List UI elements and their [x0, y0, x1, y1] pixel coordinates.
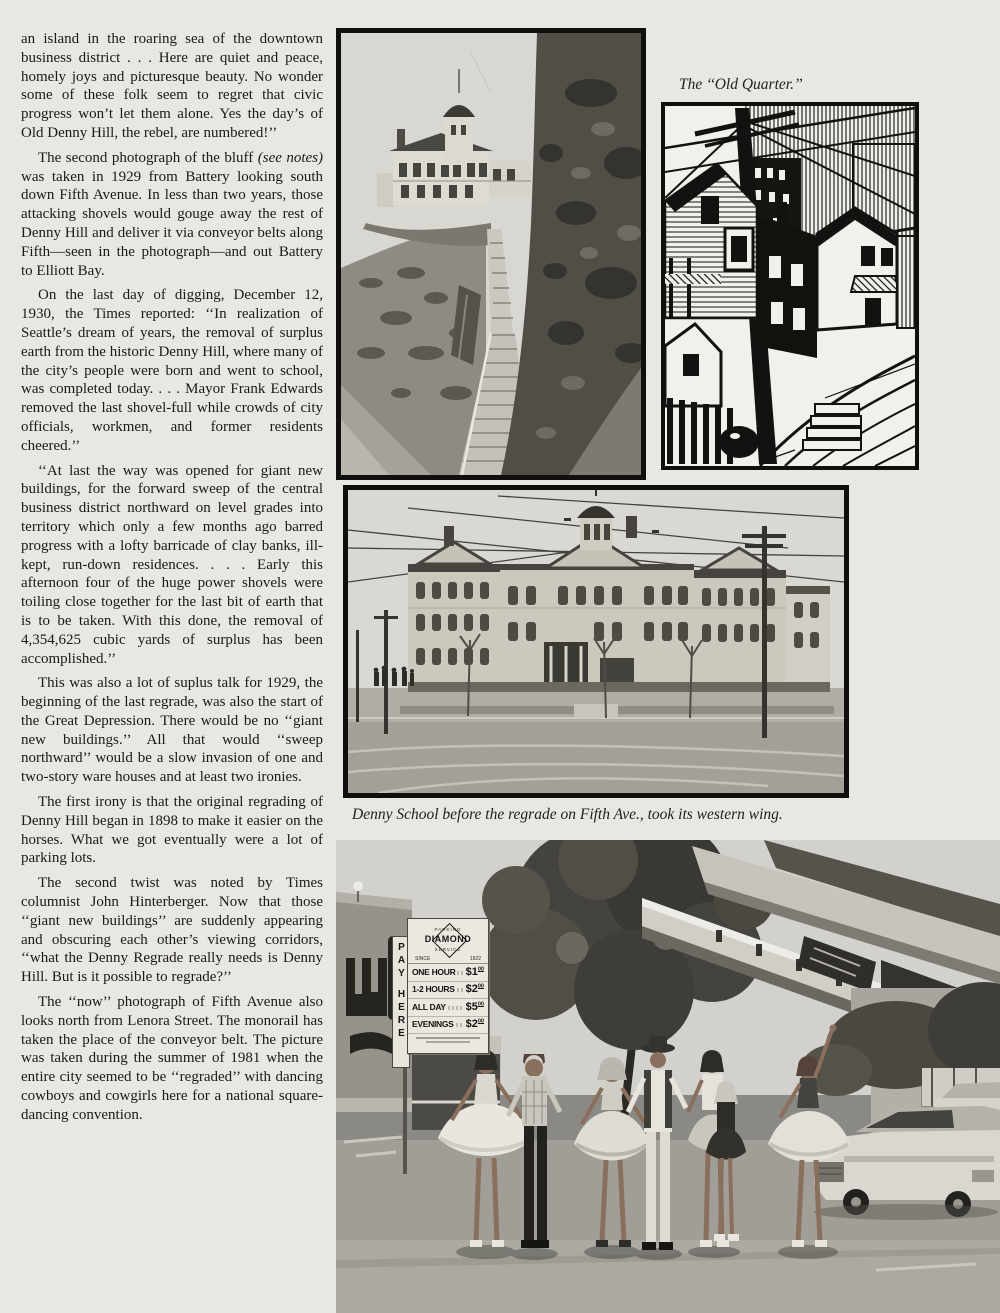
paragraph: This was also a lot of suplus talk for 1929, the beginning of the last regrade, was also the start of the Great Depression. There would be no ‘‘giant new buildings.’’ All that would ‘‘sweep northward’’ would be a slow invasion of one and two-story ware houses and at least two ironies. — [21, 675, 323, 786]
rate-row — [408, 1017, 488, 1035]
brand-name: DIAMOND — [424, 934, 472, 944]
rate-row — [408, 999, 488, 1017]
paragraph: an island in the roaring sea of the downtown business district . . . Here are quiet and peace, homely joys and picturesque beauty. No wonder some of these folk seem to regret that civic progress won’t let them alone. Yes the day’s of Old Denny Hill, the rebel, are numbered!’’ — [21, 31, 323, 141]
rate-label: ONE HOUR — [412, 966, 456, 977]
pay-here-word-1: PAY — [396, 942, 407, 981]
paragraph: The second twist was noted by Times columnist John Hinterberger. Now that those ‘‘giant new buildings’’ are suddenly appearing and obscuring each other’s viewing corridors, ‘‘what the Denny Regrade really needs is Denny Hill. But is it possible to regrade?’’ — [21, 875, 323, 986]
rate-row — [408, 982, 488, 1000]
paragraph: On the last day of digging, December 12, 1930, the Times reported: ‘‘In realization of Seattle’s dream of years, the removal of surplus earth from the historic Denny Hill, where many of the city’s people were born and went to school, was completed today. . . . Mayor Frank Edwards removed the last shovel-full while crowds of city officials, workmen, and former residents cheered.’’ — [21, 287, 323, 454]
diamond-logo — [408, 919, 488, 963]
street-photo-illustration — [336, 840, 1000, 1313]
rate-price: $\$2^{00}$ — [465, 983, 484, 995]
diamond-parking-sign — [407, 918, 489, 1054]
paragraph: The second photograph of the bluff (see notes) was taken in 1929 from Battery looking south down Fifth Avenue. In less than two years, those attacking shovels would gouge away the rest of Denny Hill and deliver it via conveyor belts along Fifth—seen in the photograph—and out Battery to Elliott Bay. — [21, 149, 323, 279]
since-word: SINCE — [415, 956, 431, 962]
rate-label: EVENINGS — [412, 1019, 454, 1029]
paragraph: The first irony is that the original regrading of Denny Hill began in 1898 to make it easier on the horses. What we got eventually were a lot of parking lots. — [21, 794, 323, 867]
rate-list — [408, 963, 488, 1034]
rate-row — [408, 964, 488, 982]
school-photo-illustration — [348, 490, 844, 793]
rate-label: ALL DAY — [412, 1001, 446, 1012]
photo-fifth-avenue-1981 — [336, 840, 1000, 1313]
photo-denny-hill-bluff — [336, 28, 646, 480]
woodcut-illustration — [665, 106, 915, 466]
rate-price: $\$2^{00}$ — [465, 1018, 484, 1030]
photo-denny-school — [343, 485, 849, 798]
sign-pole — [403, 1052, 407, 1174]
service-word: SERVICE — [434, 947, 462, 952]
parking-word: PARKING — [434, 927, 462, 932]
rate-label: 1-2 HOURS — [412, 984, 455, 994]
caption-old-quarter: The ‘‘Old Quarter.’’ — [679, 76, 803, 93]
paragraph: The ‘‘now’’ photograph of Fifth Avenue also looks north from Lenora Street. The monorail has taken the place of the conveyor belt. The picture was taken during the summer of 1981 when the entire city seemed to be ‘‘regraded’’ with dancing cowboys and cowgirls here for a national square-dancing convention. — [21, 994, 323, 1123]
dirt-road — [348, 722, 844, 793]
pay-here-word-2: HERE — [396, 989, 407, 1041]
rate-price: $\$1^{00}$ — [465, 965, 484, 978]
article-column — [21, 30, 323, 1131]
rate-price: $\$5^{00}$ — [465, 1000, 484, 1013]
paragraph: ‘‘At last the way was opened for giant new buildings, for the forward sweep of the central business district northward on level grades into territory which only a few months ago barred progress with a lofty barricade of clay banks, ill-kept, run-down residences. . . . Early this afternoon four of the huge power shovels were toiling close together for the last bit of earth that is to be taken. With this done, the removal of 4,354,625 cubic yards of surplus has been accomplished.’’ — [21, 462, 323, 667]
woodcut-old-quarter — [661, 102, 919, 470]
caption-denny-school: Denny School before the regrade on Fifth Ave., took its western wing. — [352, 806, 783, 823]
bluff-photo-illustration — [341, 33, 641, 475]
since-year: 1922 — [469, 956, 481, 962]
